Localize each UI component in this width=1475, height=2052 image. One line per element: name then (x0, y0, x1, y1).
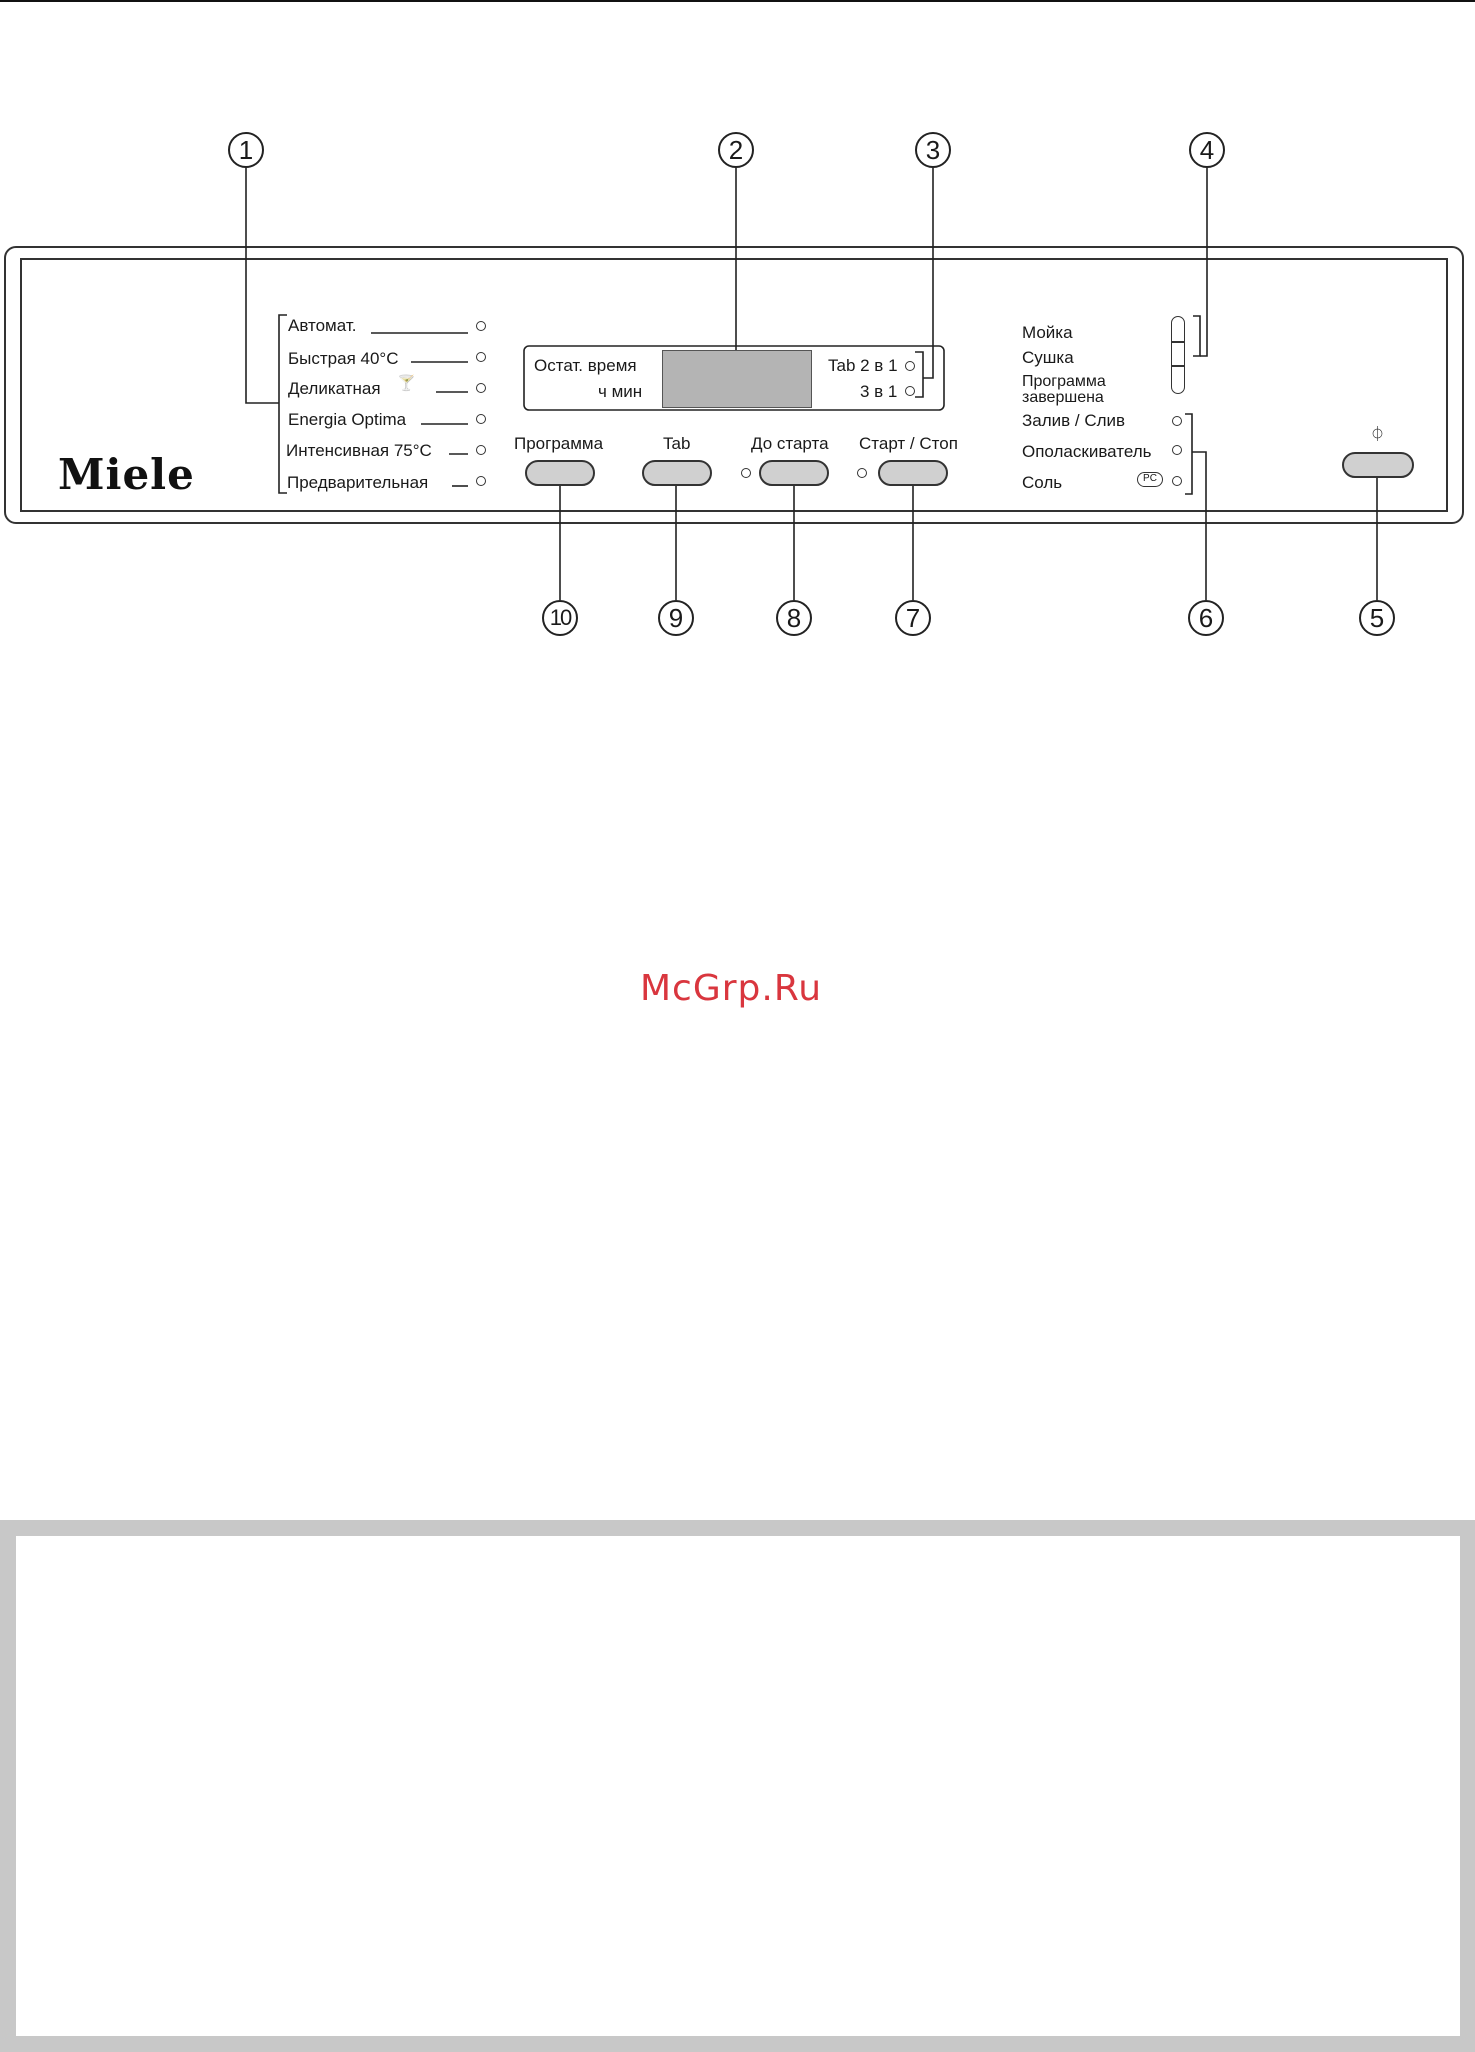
delay-start-led (741, 468, 751, 478)
miele-logo: Miele (58, 450, 195, 499)
salt-led (1172, 476, 1182, 486)
delay-start-button[interactable] (759, 460, 829, 486)
tab-button-label: Tab (663, 434, 691, 453)
program-label-auto: Автомат. (288, 316, 357, 335)
program-led-prewash (476, 476, 486, 486)
program-led-intensive (476, 445, 486, 455)
start-stop-button[interactable] (878, 460, 948, 486)
indicator-rinse-aid: Ополаскиватель (1022, 442, 1152, 461)
indicator-fill-drain: Залив / Слив (1022, 411, 1126, 430)
start-stop-button-label: Старт / Стоп (859, 434, 958, 453)
phase-indicator (1171, 316, 1185, 394)
callout-6: 6 (1188, 600, 1224, 636)
callout-9: 9 (658, 600, 694, 636)
power-button[interactable] (1342, 452, 1414, 478)
program-led-energia (476, 414, 486, 424)
tab-3in1-label: 3 в 1 (860, 382, 898, 401)
program-label-prewash: Предварительная (287, 473, 429, 492)
pc-badge: PC (1137, 472, 1163, 487)
time-units-label: ч мин (598, 382, 643, 401)
callout-7: 7 (895, 600, 931, 636)
phase-program: Программа (1022, 373, 1106, 390)
fill-drain-led (1172, 416, 1182, 426)
callout-3: 3 (915, 132, 951, 168)
callout-10: 10 (542, 600, 578, 636)
program-label-energia: Energia Optima (288, 410, 407, 429)
phase-dry: Сушка (1022, 348, 1074, 367)
program-button-label: Программа (514, 434, 604, 453)
callout-8: 8 (776, 600, 812, 636)
watermark: McGrp.Ru (640, 968, 823, 1009)
program-led-auto (476, 321, 486, 331)
rinse-aid-led (1172, 445, 1182, 455)
note-box (16, 1536, 1460, 2036)
tab-button[interactable] (642, 460, 712, 486)
wine-glass-icon: 🍸 (397, 375, 416, 392)
tab-2in1-label: Tab 2 в 1 (828, 356, 898, 375)
remaining-time-label: Остат. время (534, 356, 637, 375)
program-label-quick: Быстрая 40°C (288, 349, 399, 368)
callout-5: 5 (1359, 600, 1395, 636)
program-led-quick (476, 352, 486, 362)
tab-3in1-led (905, 386, 915, 396)
phase-wash: Мойка (1022, 323, 1073, 342)
callout-2: 2 (718, 132, 754, 168)
program-label-delicate: Деликатная (288, 379, 381, 398)
program-label-intensive: Интенсивная 75°C (286, 441, 432, 460)
callout-4: 4 (1189, 132, 1225, 168)
phase-finished: завершена (1022, 389, 1104, 406)
callout-1: 1 (228, 132, 264, 168)
power-icon: ⏀ (1370, 426, 1386, 443)
program-button[interactable] (525, 460, 595, 486)
start-stop-led (857, 468, 867, 478)
program-led-delicate (476, 383, 486, 393)
tab-2in1-led (905, 361, 915, 371)
indicator-salt: Соль (1022, 473, 1063, 492)
delay-start-button-label: До старта (751, 434, 829, 453)
time-display (662, 350, 812, 408)
